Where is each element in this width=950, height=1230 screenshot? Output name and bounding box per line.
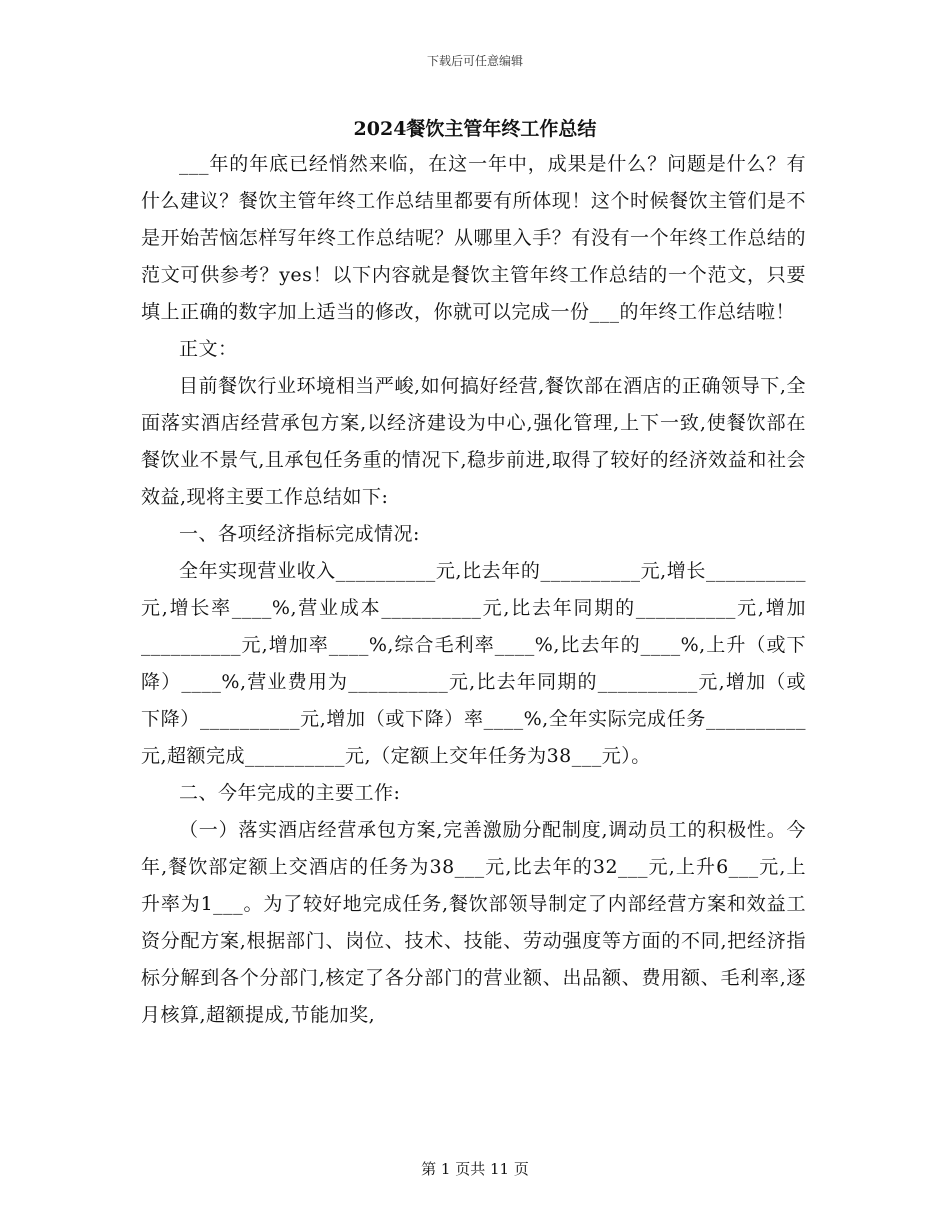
intro-paragraph: ___年的年底已经悄然来临，在这一年中，成果是什么？问题是什么？有什么建议？餐饮主管年终工作总结里都要有所体现！这个时候餐饮主管们是不是开始苦恼怎样写年终工作总结呢？从哪里入手？有没有一个年终工作总结的范文可供参考？yes！以下内容就是餐饮主管年终工作总结的一个范文，只要填上正确的数字加上适当的修改，你就可以完成一份___的年终工作总结啦！ (141, 153, 806, 323)
page-footer: 第 1 页共 11 页 (421, 1160, 529, 1178)
header-note: 下载后可任意编辑 (426, 54, 523, 68)
section-heading-2: 二、今年完成的主要工作: (179, 782, 401, 804)
main-text-label: 正文： (179, 338, 238, 360)
work-item-1-paragraph: （一）落实酒店经营承包方案,完善激励分配制度,调动员工的积极性。今年,餐饮部定额上交酒店的任务为38___元,比去年的32___元,上升6___元,上升率为1___。为了较好地完成任务,餐饮部领导制定了内部经营方案和效益工资分配方案,根据部门、岗位、技术、技能、劳动强度等方面的不同,把经济指标分解到各个分部门,核定了各分部门的营业额、出品额、费用额、毛利率,逐月核算,超额提成,节能加奖, (141, 819, 806, 1026)
indicators-paragraph: 全年实现营业收入__________元,比去年的__________元,增长__________元,增长率____%,营业成本__________元,比去年同期的__________元,增加__________元,增加率____%,综合毛利率____%,比去年的____%,上升（或下降）____%,营业费用为__________元,比去年同期的__________元,增加（或下降）__________元,增加（或下降）率____%,全年实际完成任务__________元,超额完成__________元,（定额上交年任务为38___元）。 (141, 560, 806, 767)
document-body (141, 146, 806, 1034)
document-title: 2024餐饮主管年终工作总结 (353, 118, 597, 140)
section-heading-1: 一、各项经济指标完成情况: (179, 523, 420, 545)
overview-paragraph: 目前餐饮行业环境相当严峻,如何搞好经营,餐饮部在酒店的正确领导下,全面落实酒店经营承包方案,以经济建设为中心,强化管理,上下一致,使餐饮部在餐饮业不景气,且承包任务重的情况下,稳步前进,取得了较好的经济效益和社会效益,现将主要工作总结如下: (141, 375, 806, 508)
